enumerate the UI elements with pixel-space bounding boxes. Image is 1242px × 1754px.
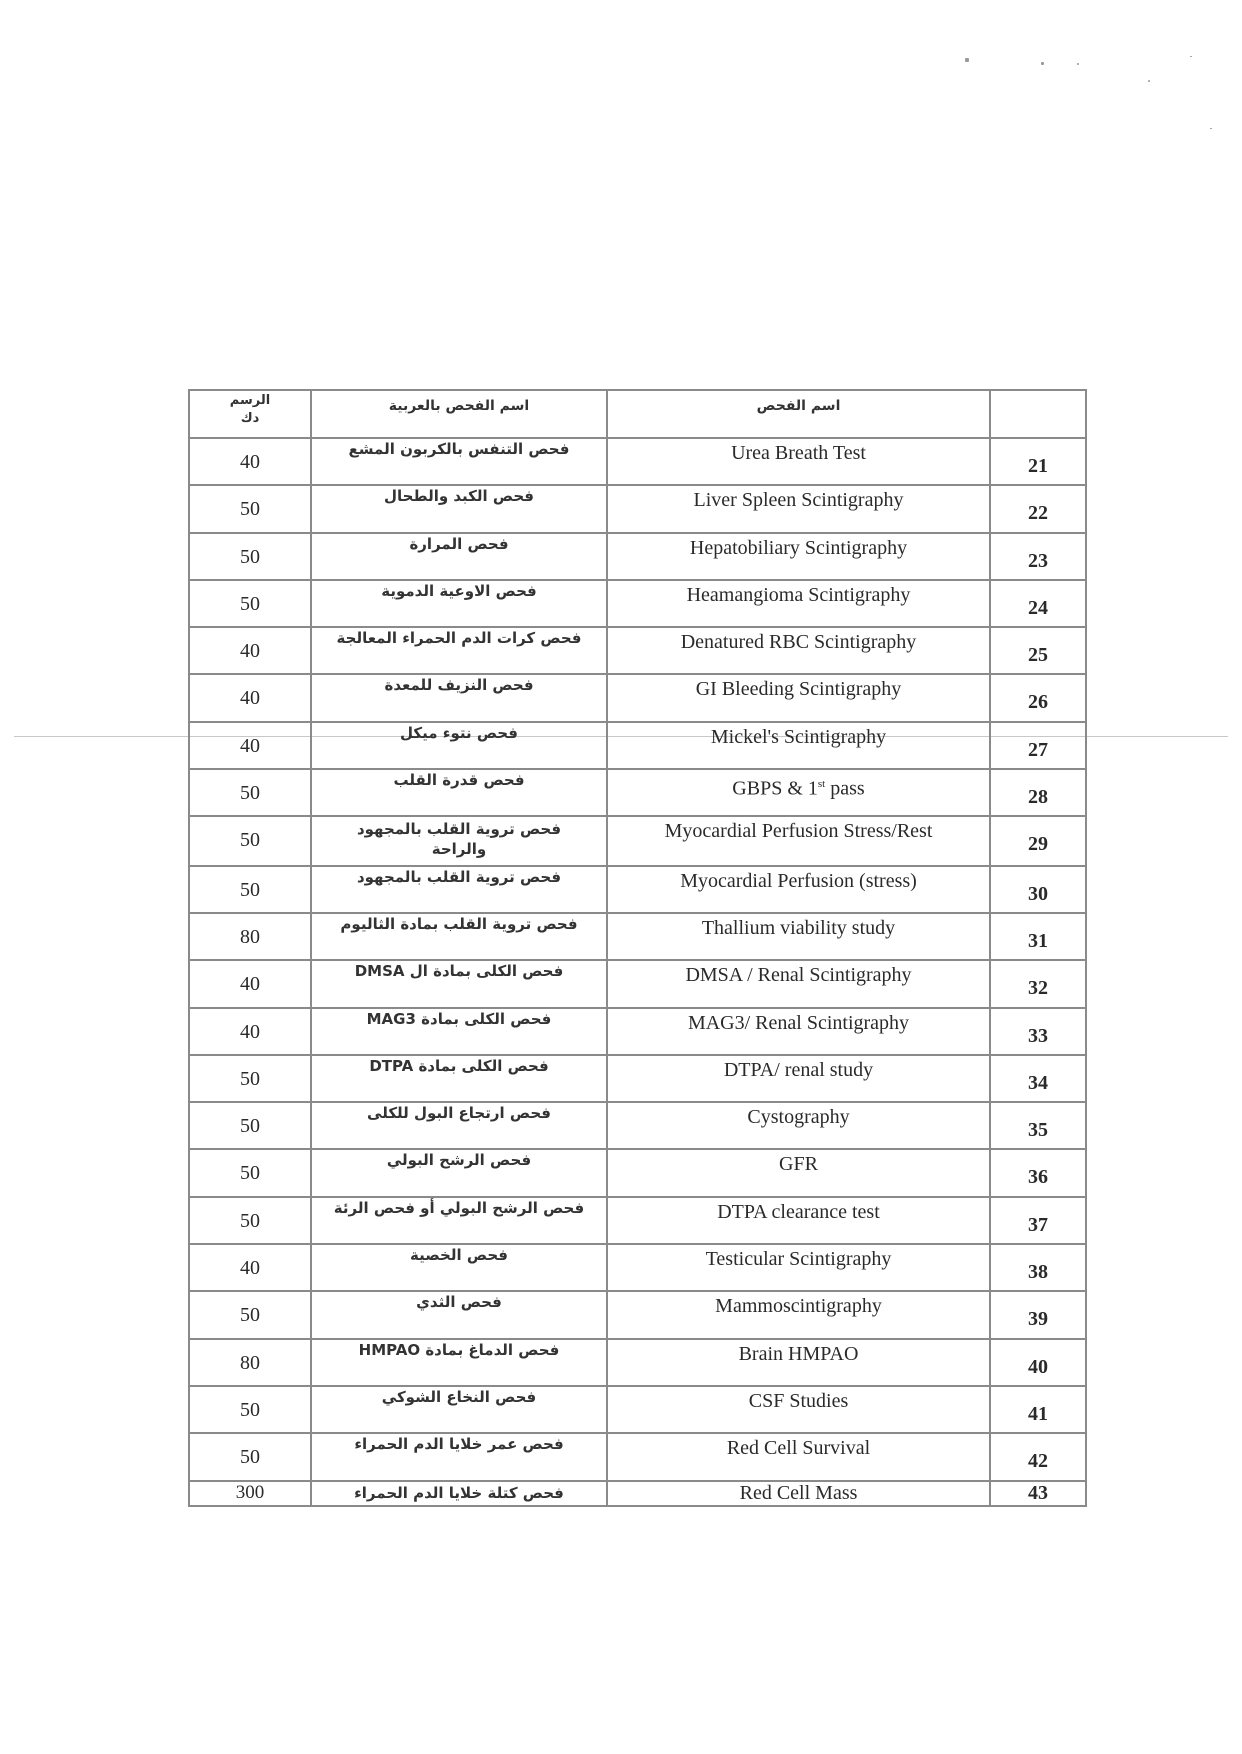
number-cell [990, 1386, 1086, 1433]
arabic-name-cell [311, 1197, 607, 1244]
arabic-name-cell [311, 960, 607, 1007]
table-row [189, 1386, 1086, 1433]
number-cell [990, 1102, 1086, 1149]
row-number: 28 [1028, 786, 1048, 809]
arabic-name: فحص نتوء ميكل [400, 723, 518, 742]
table-row [189, 485, 1086, 532]
row-number: 23 [1028, 549, 1048, 572]
table-row [189, 1197, 1086, 1244]
table-row [189, 1433, 1086, 1480]
fee-cell [189, 1149, 311, 1196]
exam-name-cell [607, 1244, 990, 1291]
arabic-name-cell [311, 627, 607, 674]
exam-name: Denatured RBC Scintigraphy [680, 631, 917, 654]
number-cell [990, 866, 1086, 913]
exam-name: Testicular Scintigraphy [705, 1248, 892, 1271]
arabic-name: فحص قدرة القلب [393, 771, 525, 790]
exam-name: Liver Spleen Scintigraphy [693, 489, 904, 512]
number-cell [990, 533, 1086, 580]
exam-name: DTPA clearance test [717, 1200, 880, 1223]
arabic-name-cell [311, 1055, 607, 1102]
number-cell [990, 1197, 1086, 1244]
arabic-name-line2: والراحة [431, 840, 487, 859]
fee-value: 40 [240, 734, 260, 757]
number-cell [990, 1433, 1086, 1480]
fee-value: 50 [240, 545, 260, 568]
exam-name-cell [607, 960, 990, 1007]
arabic-name-cell [311, 1433, 607, 1480]
arabic-name-cell [311, 1244, 607, 1291]
table-row [189, 438, 1086, 485]
arabic-name-cell [311, 580, 607, 627]
table-row [189, 1339, 1086, 1386]
row-number: 40 [1028, 1355, 1048, 1378]
fee-value: 80 [240, 925, 260, 948]
arabic-name: فحص تروية القلب بمادة الثاليوم [340, 914, 578, 933]
arabic-name: فحص الخصية [410, 1246, 508, 1265]
row-number: 39 [1028, 1308, 1048, 1331]
arabic-name-cell [311, 769, 607, 816]
scan-speck [1041, 62, 1044, 65]
number-cell [990, 1008, 1086, 1055]
number-cell [990, 1291, 1086, 1338]
fee-cell [189, 1386, 311, 1433]
exam-name-cell [607, 1291, 990, 1338]
exam-name: CSF Studies [748, 1389, 849, 1412]
arabic-name: فحص الكبد والطحال [384, 487, 534, 506]
exam-name-part: pass [825, 777, 865, 800]
exam-name-cell [607, 722, 990, 769]
exam-name: Mickel's Scintigraphy [710, 725, 887, 748]
row-number: 42 [1028, 1450, 1048, 1473]
fee-cell [189, 1197, 311, 1244]
exam-name-cell [607, 1339, 990, 1386]
exam-name: Thallium viability study [701, 916, 896, 939]
arabic-name-cell [311, 1102, 607, 1149]
row-number: 22 [1028, 502, 1048, 525]
number-cell [990, 913, 1086, 960]
fee-cell [189, 1055, 311, 1102]
row-number: 43 [1028, 1481, 1048, 1504]
exam-name-cell [607, 580, 990, 627]
exam-name-cell [607, 1481, 990, 1506]
arabic-name-cell [311, 1339, 607, 1386]
fee-cell [189, 722, 311, 769]
arabic-name: فحص الكلى بمادة DTPA [369, 1056, 549, 1075]
arabic-name: فحص المرارة [409, 534, 509, 553]
fee-value: 50 [240, 829, 260, 852]
fee-value: 40 [240, 451, 260, 473]
fee-cell [189, 438, 311, 485]
exam-name-cell [607, 627, 990, 674]
exam-name: DMSA / Renal Scintigraphy [685, 964, 912, 987]
fee-value: 50 [240, 498, 260, 521]
arabic-name: فحص الدماغ بمادة HMPAO [358, 1340, 560, 1359]
row-number: 37 [1028, 1213, 1048, 1236]
fee-value: 50 [240, 1067, 260, 1090]
arabic-name: فحص كرات الدم الحمراء المعالجة [336, 629, 582, 648]
arabic-name: فحص الرشح البولي أو فحص الرئة [333, 1198, 585, 1217]
header-number [990, 390, 1086, 438]
fee-value: 50 [240, 1209, 260, 1232]
fee-cell [189, 913, 311, 960]
fee-cell [189, 627, 311, 674]
table-row [189, 1149, 1086, 1196]
exam-name-cell [607, 1197, 990, 1244]
exam-name-cell [607, 438, 990, 485]
exam-name: GI Bleeding Scintigraphy [695, 678, 902, 701]
arabic-name: فحص التنفس بالكربون المشع [348, 440, 570, 458]
fee-cell [189, 1008, 311, 1055]
exam-name-cell [607, 1008, 990, 1055]
arabic-name-cell [311, 913, 607, 960]
exam-name-cell [607, 1055, 990, 1102]
fee-cell [189, 580, 311, 627]
header-arabic-name [311, 390, 607, 438]
arabic-name-line1: فحص تروية القلب بالمجهود [356, 820, 562, 839]
table-row [189, 1244, 1086, 1291]
arabic-name: فحص النخاع الشوكي [381, 1387, 537, 1406]
scan-speck [1210, 128, 1212, 129]
arabic-name: فحص كتلة خلايا الدم الحمراء [354, 1483, 564, 1502]
header-fee-line2: دك [240, 411, 260, 426]
header-fee [189, 390, 311, 438]
exam-name-cell [607, 816, 990, 865]
fee-cell [189, 960, 311, 1007]
arabic-name-cell [311, 722, 607, 769]
exam-name: Red Cell Survival [726, 1437, 871, 1460]
scan-speck [1148, 80, 1150, 82]
exam-name-cell [607, 913, 990, 960]
exam-name-part: GBPS & 1 [732, 777, 818, 800]
header-exam-name [607, 390, 990, 438]
row-number: 25 [1028, 644, 1048, 667]
arabic-name-cell [311, 1008, 607, 1055]
arabic-name: فحص تروية القلب بالمجهود [356, 867, 562, 886]
header-fee-line1: الرسم [229, 393, 271, 408]
exam-name-cell [607, 485, 990, 532]
exam-name-cell [607, 1433, 990, 1480]
arabic-name: فحص ارتجاع البول للكلى [367, 1104, 551, 1123]
arabic-name-cell [311, 1149, 607, 1196]
exam-name-cell [607, 674, 990, 721]
fee-value: 40 [240, 640, 260, 663]
table-row [189, 1102, 1086, 1149]
fee-cell [189, 674, 311, 721]
exam-name: Brain HMPAO [738, 1342, 859, 1365]
exam-name: Heamangioma Scintigraphy [686, 583, 911, 606]
scan-speck [965, 58, 969, 62]
exam-name: Urea Breath Test [731, 442, 866, 464]
fee-value: 40 [240, 687, 260, 710]
table-row [189, 580, 1086, 627]
fee-value: 50 [240, 1398, 260, 1421]
fee-cell [189, 1339, 311, 1386]
exam-name: Hepatobiliary Scintigraphy [689, 536, 908, 559]
fee-cell [189, 866, 311, 913]
exam-fees-table [188, 389, 1087, 1507]
exam-name-cell [607, 1386, 990, 1433]
fee-value: 50 [240, 592, 260, 615]
exam-name: MAG3/ Renal Scintigraphy [687, 1011, 910, 1034]
row-number: 35 [1028, 1119, 1048, 1142]
row-number: 24 [1028, 596, 1048, 619]
exam-name: Red Cell Mass [739, 1481, 858, 1504]
exam-name-cell [607, 1149, 990, 1196]
exam-name [608, 770, 989, 801]
fee-value: 50 [240, 1115, 260, 1138]
exam-name-cell [607, 866, 990, 913]
exam-name: Myocardial Perfusion Stress/Rest [664, 820, 933, 843]
number-cell [990, 674, 1086, 721]
exam-name: Myocardial Perfusion (stress) [680, 869, 917, 892]
exam-name-superscript: st [817, 778, 826, 791]
arabic-name-cell [311, 533, 607, 580]
arabic-name: فحص الرشح البولي [386, 1151, 532, 1170]
table-row [189, 769, 1086, 816]
row-number: 32 [1028, 977, 1048, 1000]
fee-cell [189, 1433, 311, 1480]
row-number: 36 [1028, 1166, 1048, 1189]
table-row [189, 1291, 1086, 1338]
number-cell [990, 580, 1086, 627]
number-cell [990, 960, 1086, 1007]
fee-cell [189, 485, 311, 532]
scan-speck [1077, 63, 1079, 65]
table-row [189, 722, 1086, 769]
exam-name-cell [607, 533, 990, 580]
header-exam-name-label: اسم الفحص [756, 398, 841, 414]
number-cell [990, 1149, 1086, 1196]
exam-name-cell [607, 769, 990, 816]
arabic-name-cell [311, 1481, 607, 1506]
number-cell [990, 1244, 1086, 1291]
arabic-name: فحص الكلى بمادة ال DMSA [354, 962, 564, 981]
row-number: 34 [1028, 1071, 1048, 1094]
table-row [189, 816, 1086, 865]
table-row [189, 960, 1086, 1007]
row-number: 21 [1028, 455, 1048, 477]
arabic-name-cell [311, 674, 607, 721]
arabic-name: فحص الكلى بمادة MAG3 [366, 1009, 552, 1028]
fee-cell [189, 1291, 311, 1338]
row-number: 26 [1028, 691, 1048, 714]
number-cell [990, 1055, 1086, 1102]
table-row [189, 533, 1086, 580]
exam-name: Cystography [747, 1106, 850, 1129]
fee-value: 40 [240, 1257, 260, 1280]
table-row [189, 627, 1086, 674]
header-arabic-name-label: اسم الفحص بالعربية [388, 398, 530, 414]
fee-value: 50 [240, 782, 260, 805]
fee-cell [189, 816, 311, 865]
exam-name: Mammoscintigraphy [715, 1295, 882, 1318]
fee-cell [189, 533, 311, 580]
exam-name: GFR [779, 1153, 818, 1176]
fee-value: 50 [240, 1304, 260, 1327]
arabic-name-cell [311, 1386, 607, 1433]
table-row [189, 1481, 1086, 1506]
fee-value: 40 [240, 973, 260, 996]
arabic-name: فحص النزيف للمعدة [384, 676, 534, 695]
row-number: 31 [1028, 929, 1048, 952]
exam-name-cell [607, 1102, 990, 1149]
row-number: 29 [1028, 833, 1048, 856]
row-number: 27 [1028, 738, 1048, 761]
table-row [189, 1055, 1086, 1102]
fee-value: 300 [235, 1481, 265, 1503]
number-cell [990, 1481, 1086, 1506]
arabic-name-cell [311, 438, 607, 485]
fee-cell [189, 1102, 311, 1149]
row-number: 30 [1028, 882, 1048, 905]
exam-name: DTPA/ renal study [723, 1058, 874, 1081]
fee-value: 50 [240, 1162, 260, 1185]
fee-value: 80 [240, 1351, 260, 1374]
row-number: 41 [1028, 1402, 1048, 1425]
table-row [189, 866, 1086, 913]
arabic-name-cell [311, 485, 607, 532]
arabic-name-cell [311, 816, 607, 865]
fee-cell [189, 769, 311, 816]
arabic-name: فحص الاوعية الدموية [381, 581, 537, 600]
fee-value: 50 [240, 878, 260, 901]
table-row [189, 674, 1086, 721]
row-number: 38 [1028, 1261, 1048, 1284]
fee-value: 40 [240, 1020, 260, 1043]
table-row [189, 1008, 1086, 1055]
arabic-name-cell [311, 1291, 607, 1338]
number-cell [990, 816, 1086, 865]
number-cell [990, 769, 1086, 816]
table-row [189, 913, 1086, 960]
fee-value: 50 [240, 1446, 260, 1469]
fee-cell [189, 1244, 311, 1291]
arabic-name-cell [311, 866, 607, 913]
number-cell [990, 485, 1086, 532]
number-cell [990, 438, 1086, 485]
number-cell [990, 722, 1086, 769]
row-number: 33 [1028, 1024, 1048, 1047]
scan-speck [1190, 56, 1192, 57]
number-cell [990, 627, 1086, 674]
arabic-name: فحص عمر خلايا الدم الحمراء [354, 1435, 564, 1454]
table-header-row [189, 390, 1086, 438]
fee-cell [189, 1481, 311, 1506]
arabic-name: فحص الثدي [416, 1293, 502, 1312]
number-cell [990, 1339, 1086, 1386]
